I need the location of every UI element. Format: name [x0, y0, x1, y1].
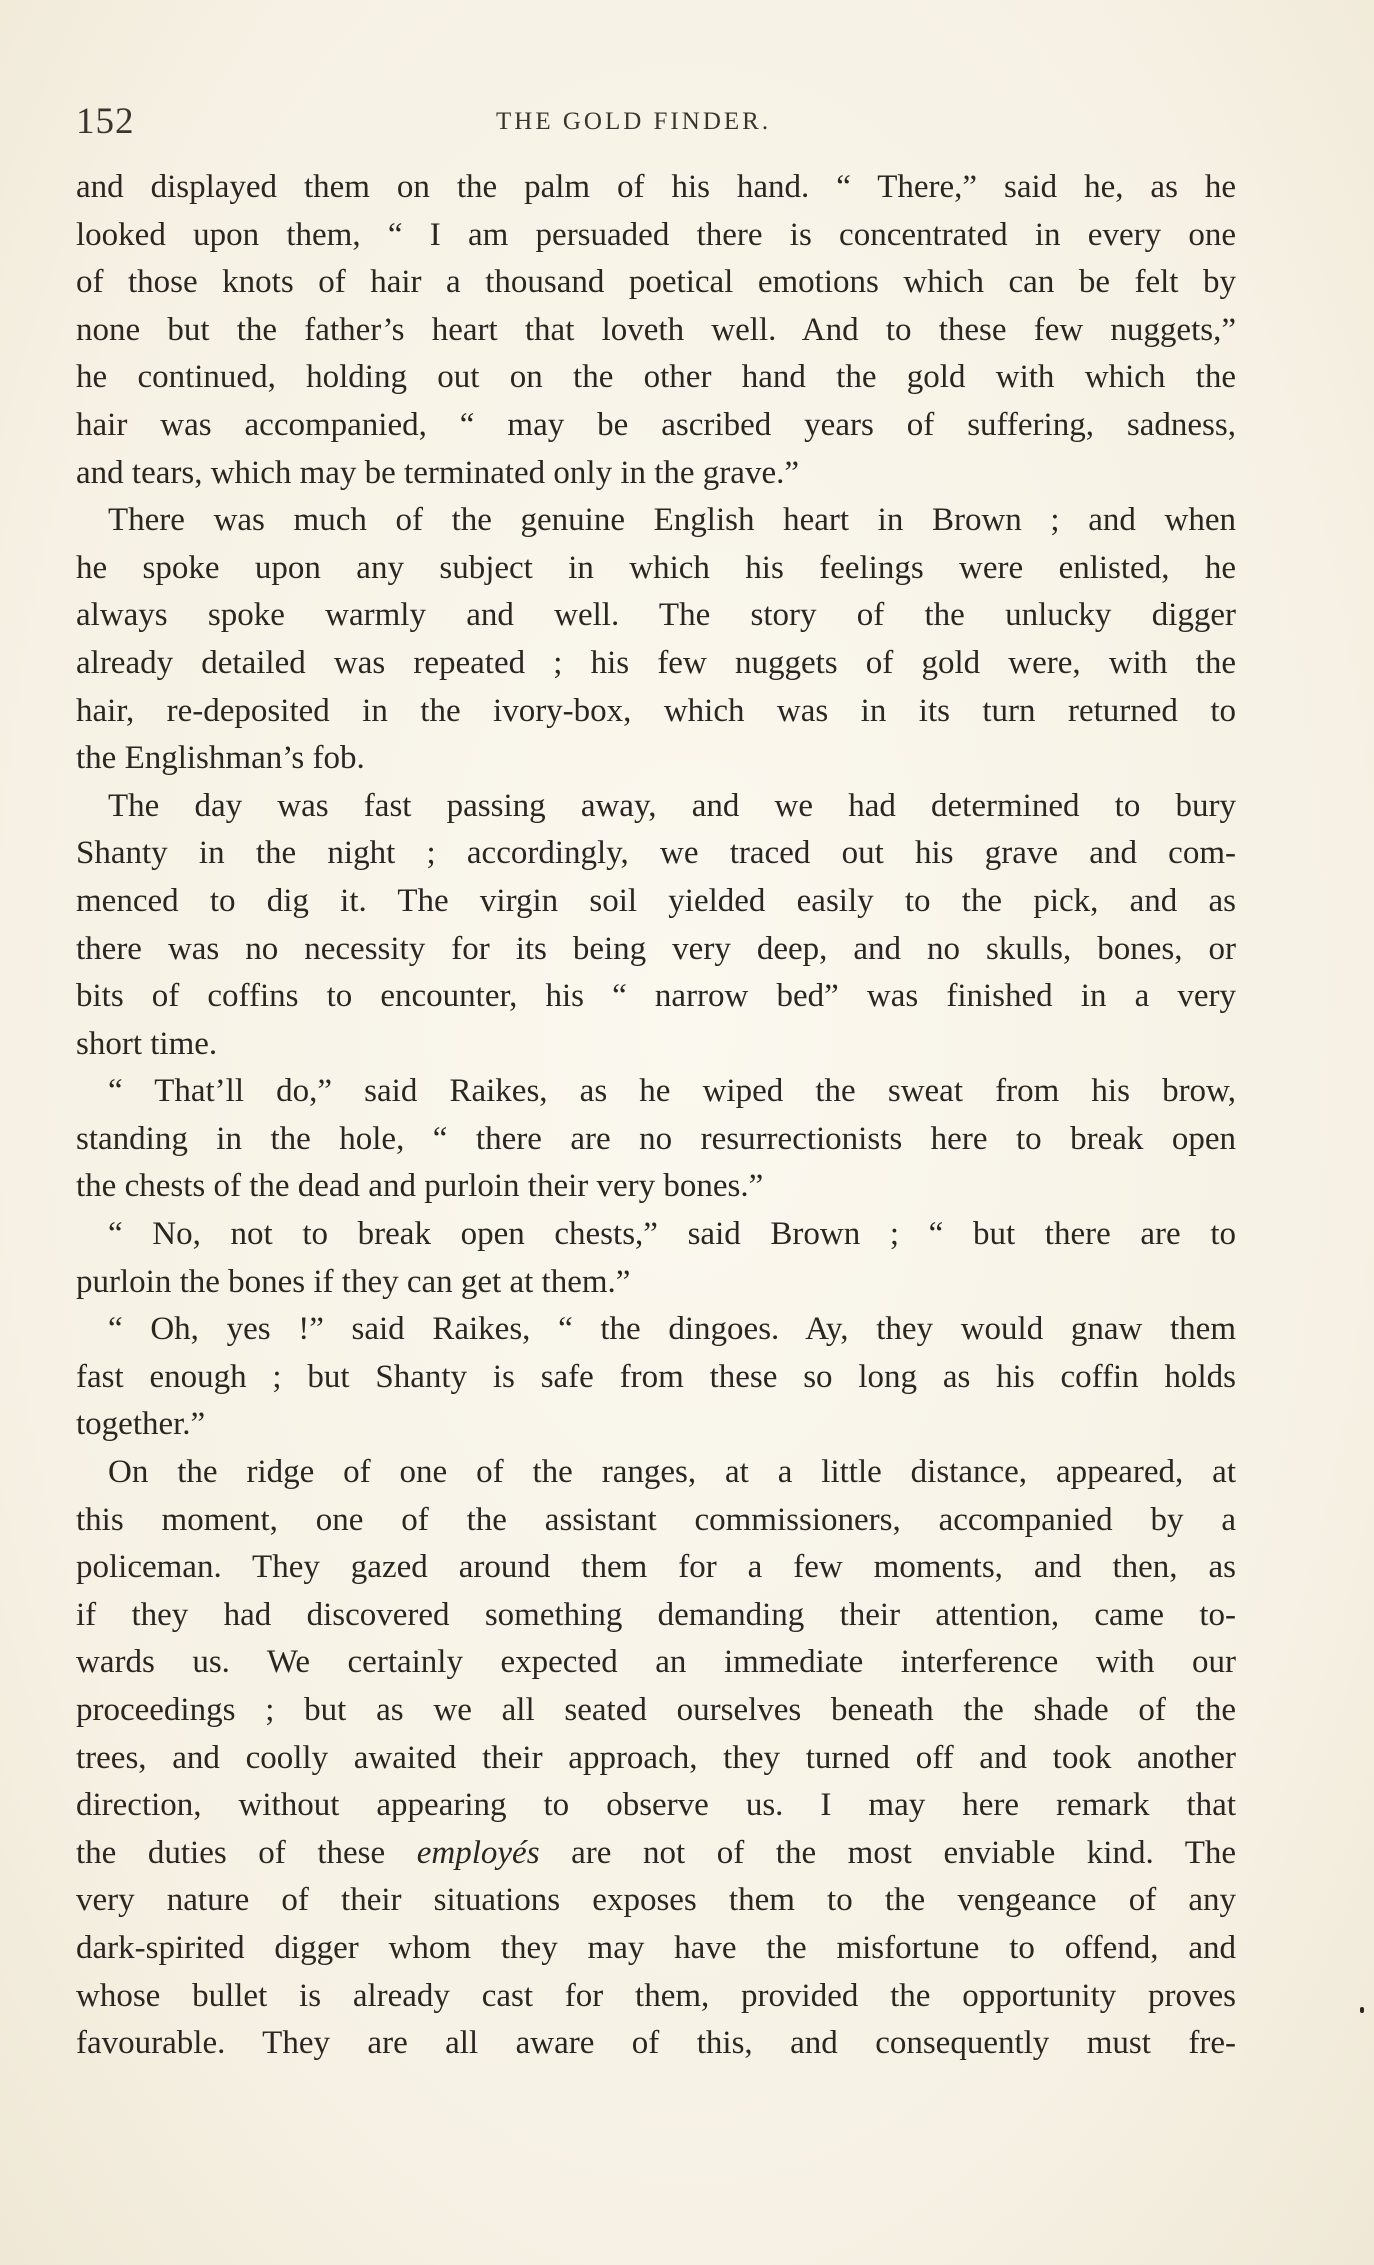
text-line: hair was accompanied, “ may be ascribed years of suffering, sadness, [76, 406, 1236, 443]
running-title: THE GOLD FINDER. [496, 108, 772, 135]
text-line: direction, without appearing to observe us. I may here remark that [76, 1787, 1236, 1824]
text-line: short time. [76, 1025, 218, 1062]
text-line: this moment, one of the assistant commissioners, accompanied by a [76, 1501, 1236, 1538]
page-number: 152 [76, 101, 135, 142]
text-line: and tears, which may be terminated only in the grave.” [76, 454, 799, 491]
text-line: “ That’ll do,” said Raikes, as he wiped the sweat from his brow, [108, 1073, 1236, 1110]
text-line: he continued, holding out on the other hand the gold with which the [76, 359, 1236, 396]
text-line: purloin the bones if they can get at them.” [76, 1263, 631, 1300]
text-line: proceedings ; but as we all seated ourselves beneath the shade of the [76, 1692, 1236, 1728]
text-line: trees, and coolly awaited their approach, they turned off and took another [76, 1739, 1236, 1776]
text-line: bits of coffins to encounter, his “ narrow bed” was finished in a very [76, 978, 1236, 1015]
running-head [76, 100, 1236, 150]
text-line: On the ridge of one of the ranges, at a little distance, appeared, at [108, 1454, 1236, 1491]
text-line: favourable. They are all aware of this, and consequently must fre- [76, 2025, 1236, 2062]
text-line: “ Oh, yes !” said Raikes, “ the dingoes. Ay, they would gnaw them [108, 1311, 1236, 1348]
text-line: the duties of these employés are not of the most enviable kind. The [76, 1834, 1236, 1871]
text-line: hair, re-deposited in the ivory-box, which was in its turn returned to [76, 692, 1236, 729]
text-line: wards us. We certainly expected an immediate interference with our [76, 1644, 1236, 1681]
text-line: menced to dig it. The virgin soil yielded easily to the pick, and as [76, 882, 1236, 919]
text-line: together.” [76, 1406, 206, 1443]
text-line: always spoke warmly and well. The story of the unlucky digger [76, 597, 1236, 634]
text-line: policeman. They gazed around them for a few moments, and then, as [76, 1549, 1236, 1586]
text-line: of those knots of hair a thousand poetical emotions which can be felt by [76, 264, 1236, 301]
text-line: Shanty in the night ; accordingly, we traced out his grave and com- [76, 835, 1236, 872]
text-line: the chests of the dead and purloin their very bones.” [76, 1168, 764, 1205]
text-line: if they had discovered something demanding their attention, came to- [76, 1596, 1236, 1633]
text-line: “ No, not to break open chests,” said Brown ; “ but there are to [108, 1216, 1236, 1253]
text-line: none but the father’s heart that loveth well. And to these few nuggets,” [76, 311, 1236, 348]
text-line: The day was fast passing away, and we had determined to bury [108, 787, 1236, 824]
text-line: and displayed them on the palm of his hand. “ There,” said he, as he [76, 169, 1236, 205]
text-line: very nature of their situations exposes them to the vengeance of any [76, 1882, 1236, 1919]
text-line: already detailed was repeated ; his few nuggets of gold were, with the [76, 644, 1236, 681]
text-line: looked upon them, “ I am persuaded there is concentrated in every one [76, 216, 1236, 253]
text-line: standing in the hole, “ there are no resurrectionists here to break open [76, 1120, 1236, 1157]
text-line: fast enough ; but Shanty is safe from these so long as his coffin holds [76, 1358, 1236, 1395]
text-line: dark-spirited digger whom they may have the misfortune to offend, and [76, 1929, 1236, 1966]
text-line: There was much of the genuine English heart in Brown ; and when [108, 502, 1236, 539]
text-line: whose bullet is already cast for them, provided the opportunity proves [76, 1977, 1236, 2014]
text-line: there was no necessity for its being very deep, and no skulls, bones, or [76, 930, 1236, 967]
body-text [76, 164, 1236, 2068]
text-line: he spoke upon any subject in which his feelings were enlisted, he [76, 549, 1236, 586]
ink-speck [1360, 2007, 1364, 2013]
text-line: the Englishman’s fob. [76, 740, 365, 777]
